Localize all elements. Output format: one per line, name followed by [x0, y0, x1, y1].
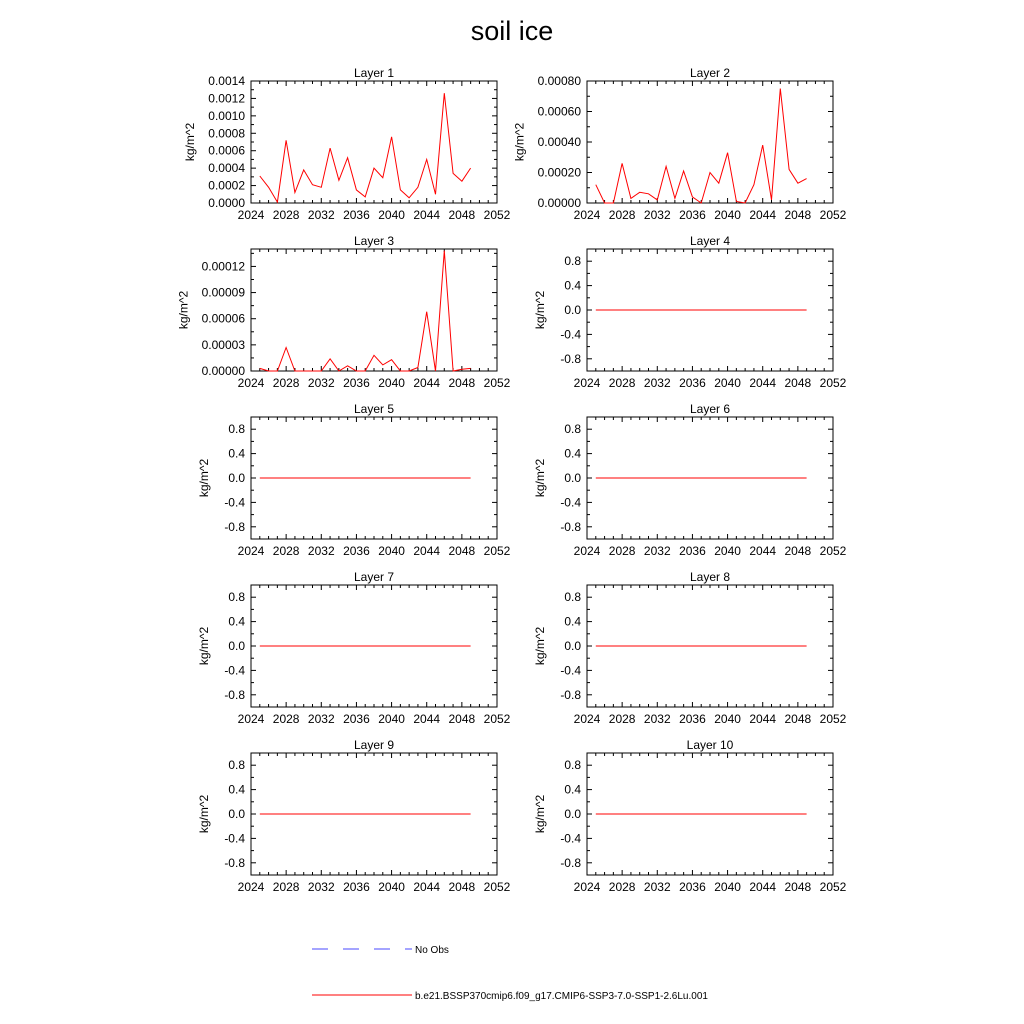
- panel-layer-6: [533, 402, 847, 558]
- x-tick-label: 2032: [307, 376, 335, 390]
- x-tick-label: 2032: [643, 208, 671, 222]
- y-tick-label: 0.0: [564, 471, 581, 485]
- y-tick-label: -0.8: [560, 687, 581, 702]
- x-tick-label: 2040: [378, 712, 405, 726]
- x-tick-label: 2024: [237, 880, 265, 894]
- x-tick-label: 2028: [608, 376, 636, 390]
- x-tick-label: 2044: [749, 376, 777, 390]
- y-tick-label: 0.0000: [208, 196, 245, 210]
- x-tick-label: 2040: [714, 376, 741, 390]
- y-tick-label: 0.0012: [208, 91, 245, 106]
- panel-title: Layer 4: [689, 234, 731, 248]
- panel-layer-3: [176, 234, 510, 390]
- x-tick-label: 2032: [643, 544, 671, 558]
- series-line: [596, 89, 807, 203]
- x-tick-label: 2032: [307, 208, 335, 222]
- y-tick-label: -0.4: [560, 831, 581, 846]
- panel-title: Layer 5: [353, 402, 395, 416]
- x-tick-label: 2028: [272, 376, 300, 390]
- y-tick-label: 0.8: [228, 758, 245, 773]
- y-axis-label: kg/m^2: [176, 290, 191, 330]
- y-tick-label: -0.8: [560, 351, 581, 366]
- x-tick-label: 2052: [819, 208, 847, 222]
- x-tick-label: 2052: [819, 376, 847, 390]
- y-tick-label: 0.00080: [537, 74, 581, 88]
- y-tick-label: 0.8: [564, 758, 581, 773]
- y-axis-label: kg/m^2: [532, 458, 547, 498]
- x-tick-label: 2044: [413, 544, 441, 558]
- y-axis-label: kg/m^2: [532, 290, 547, 330]
- y-tick-label: -0.8: [560, 519, 581, 534]
- x-tick-label: 2040: [378, 544, 405, 558]
- y-tick-label: 0.8: [564, 422, 581, 437]
- panel-layer-9: [197, 738, 511, 894]
- x-tick-label: 2036: [679, 544, 706, 558]
- y-axis-label: kg/m^2: [532, 626, 547, 666]
- x-tick-label: 2024: [237, 376, 265, 390]
- x-tick-label: 2052: [819, 544, 847, 558]
- y-tick-label: -0.4: [560, 663, 581, 678]
- y-axis-label: kg/m^2: [512, 122, 527, 162]
- x-tick-label: 2024: [237, 712, 265, 726]
- x-tick-label: 2024: [237, 208, 265, 222]
- x-tick-label: 2024: [573, 712, 601, 726]
- y-tick-label: -0.4: [560, 495, 581, 510]
- y-tick-label: 0.00012: [201, 259, 245, 274]
- panel-layer-2: [512, 66, 846, 222]
- figure-title: soil ice: [470, 16, 554, 46]
- x-tick-label: 2036: [679, 712, 706, 726]
- x-tick-label: 2036: [343, 880, 370, 894]
- y-tick-label: 0.00000: [537, 196, 581, 210]
- x-tick-label: 2052: [483, 544, 511, 558]
- x-tick-label: 2048: [448, 880, 476, 894]
- x-tick-label: 2028: [608, 208, 636, 222]
- x-tick-label: 2028: [608, 712, 636, 726]
- x-tick-label: 2040: [378, 880, 405, 894]
- x-tick-label: 2048: [448, 712, 476, 726]
- x-tick-label: 2044: [413, 712, 441, 726]
- panel-title: Layer 10: [686, 738, 734, 752]
- x-tick-label: 2048: [784, 208, 812, 222]
- x-tick-label: 2044: [749, 880, 777, 894]
- x-tick-label: 2032: [643, 712, 671, 726]
- y-tick-label: 0.4: [228, 782, 245, 797]
- x-tick-label: 2028: [608, 880, 636, 894]
- x-tick-label: 2044: [749, 712, 777, 726]
- x-tick-label: 2032: [643, 376, 671, 390]
- y-axis-label: kg/m^2: [532, 794, 547, 834]
- panel-layer-1: [183, 66, 510, 222]
- y-tick-label: 0.4: [564, 782, 581, 797]
- x-tick-label: 2052: [483, 208, 511, 222]
- x-tick-label: 2024: [573, 880, 601, 894]
- y-tick-label: 0.00060: [537, 104, 581, 119]
- x-tick-label: 2052: [819, 712, 847, 726]
- x-tick-label: 2036: [679, 880, 706, 894]
- y-tick-label: 0.0: [564, 807, 581, 821]
- y-tick-label: 0.00003: [201, 337, 245, 352]
- panel-layer-8: [533, 570, 847, 726]
- x-tick-label: 2032: [307, 544, 335, 558]
- panel-layer-7: [197, 570, 511, 726]
- x-tick-label: 2048: [784, 880, 812, 894]
- plot-frame: [251, 81, 497, 203]
- x-tick-label: 2048: [784, 376, 812, 390]
- x-tick-label: 2048: [784, 712, 812, 726]
- plot-frame: [587, 81, 833, 203]
- x-tick-label: 2036: [343, 544, 370, 558]
- x-tick-label: 2028: [272, 880, 300, 894]
- y-tick-label: 0.4: [564, 278, 581, 293]
- x-tick-label: 2032: [643, 880, 671, 894]
- x-tick-label: 2040: [714, 712, 741, 726]
- x-tick-label: 2032: [307, 712, 335, 726]
- x-tick-label: 2024: [573, 208, 601, 222]
- y-tick-label: 0.0014: [208, 74, 245, 88]
- x-tick-label: 2040: [714, 208, 741, 222]
- y-tick-label: 0.0: [228, 639, 245, 653]
- x-tick-label: 2024: [573, 376, 601, 390]
- y-tick-label: 0.0: [564, 303, 581, 317]
- y-tick-label: -0.8: [224, 519, 245, 534]
- x-tick-label: 2036: [679, 208, 706, 222]
- y-tick-label: 0.0: [228, 807, 245, 821]
- y-tick-label: -0.4: [224, 663, 245, 678]
- x-tick-label: 2052: [483, 712, 511, 726]
- y-axis-label: kg/m^2: [196, 626, 211, 666]
- x-tick-label: 2044: [413, 376, 441, 390]
- x-tick-label: 2036: [343, 712, 370, 726]
- legend-label-case: b.e21.BSSP370cmip6.f09_g17.CMIP6-SSP3-7.0-SSP1-2.6Lu.001: [415, 991, 708, 1002]
- y-tick-label: 0.4: [564, 446, 581, 461]
- y-tick-label: 0.00006: [201, 311, 245, 326]
- x-tick-label: 2040: [378, 208, 405, 222]
- y-tick-label: 0.8: [564, 590, 581, 605]
- x-tick-label: 2036: [679, 376, 706, 390]
- x-tick-label: 2040: [714, 544, 741, 558]
- y-tick-label: 0.8: [228, 590, 245, 605]
- y-tick-label: 0.0006: [208, 143, 245, 158]
- x-tick-label: 2024: [573, 544, 601, 558]
- y-tick-label: 0.00000: [201, 364, 245, 378]
- x-tick-label: 2040: [714, 880, 741, 894]
- y-axis-label: kg/m^2: [196, 794, 211, 834]
- x-tick-label: 2048: [448, 544, 476, 558]
- y-tick-label: 0.4: [228, 614, 245, 629]
- x-tick-label: 2028: [272, 544, 300, 558]
- y-tick-label: 0.4: [564, 614, 581, 629]
- x-tick-label: 2036: [343, 376, 370, 390]
- y-axis-label: kg/m^2: [196, 458, 211, 498]
- y-tick-label: 0.0: [564, 639, 581, 653]
- y-tick-label: 0.00009: [201, 285, 245, 300]
- x-tick-label: 2044: [749, 208, 777, 222]
- x-tick-label: 2044: [749, 544, 777, 558]
- panel-title: Layer 3: [353, 234, 395, 248]
- panel-title: Layer 7: [353, 570, 395, 584]
- y-tick-label: 0.8: [228, 422, 245, 437]
- y-tick-label: 0.0008: [208, 126, 245, 141]
- y-tick-label: 0.0002: [208, 178, 245, 193]
- x-tick-label: 2052: [483, 376, 511, 390]
- x-tick-label: 2048: [448, 376, 476, 390]
- panel-title: Layer 6: [689, 402, 731, 416]
- panel-title: Layer 9: [353, 738, 395, 752]
- panel-layer-10: [533, 738, 847, 894]
- y-tick-label: -0.4: [224, 495, 245, 510]
- y-tick-label: 0.0010: [208, 108, 245, 123]
- y-tick-label: 0.0: [228, 471, 245, 485]
- x-tick-label: 2040: [378, 376, 405, 390]
- y-axis-label: kg/m^2: [183, 122, 198, 162]
- y-tick-label: 0.0004: [208, 161, 245, 176]
- x-tick-label: 2052: [819, 880, 847, 894]
- panel-layer-5: [197, 402, 511, 558]
- x-tick-label: 2052: [483, 880, 511, 894]
- y-tick-label: 0.4: [228, 446, 245, 461]
- x-tick-label: 2028: [272, 208, 300, 222]
- panel-title: Layer 8: [689, 570, 731, 584]
- legend: [312, 945, 708, 1002]
- y-tick-label: 0.00020: [537, 165, 581, 180]
- y-tick-label: 0.8: [564, 254, 581, 269]
- x-tick-label: 2048: [784, 544, 812, 558]
- panel-title: Layer 2: [689, 66, 731, 80]
- y-tick-label: -0.4: [224, 831, 245, 846]
- x-tick-label: 2048: [448, 208, 476, 222]
- x-tick-label: 2024: [237, 544, 265, 558]
- x-tick-label: 2028: [608, 544, 636, 558]
- x-tick-label: 2044: [413, 880, 441, 894]
- series-line: [260, 93, 471, 202]
- y-tick-label: -0.8: [224, 855, 245, 870]
- legend-label-no-obs: No Obs: [415, 945, 449, 956]
- y-tick-label: -0.4: [560, 327, 581, 342]
- series-line: [260, 251, 471, 371]
- panel-layer-4: [533, 234, 847, 390]
- x-tick-label: 2044: [413, 208, 441, 222]
- panel-title: Layer 1: [353, 66, 395, 80]
- x-tick-label: 2036: [343, 208, 370, 222]
- y-tick-label: 0.00040: [537, 135, 581, 149]
- x-tick-label: 2032: [307, 880, 335, 894]
- x-tick-label: 2028: [272, 712, 300, 726]
- y-tick-label: -0.8: [560, 855, 581, 870]
- y-tick-label: -0.8: [224, 687, 245, 702]
